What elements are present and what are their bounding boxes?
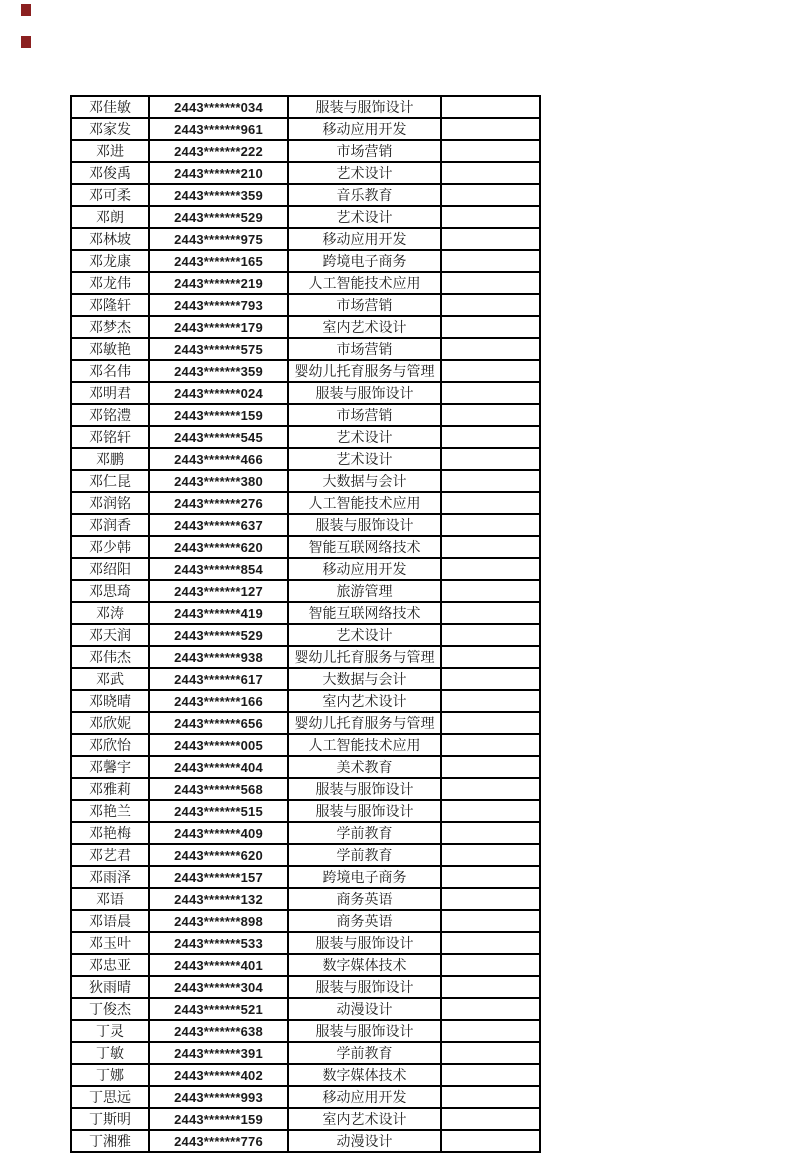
major-cell: 学前教育: [288, 822, 441, 844]
exam-number-cell: 2443*******620: [149, 844, 288, 866]
exam-number-cell: 2443*******219: [149, 272, 288, 294]
major-cell: 室内艺术设计: [288, 690, 441, 712]
major-cell: 美术教育: [288, 756, 441, 778]
empty-cell: [441, 690, 540, 712]
empty-cell: [441, 734, 540, 756]
major-cell: 人工智能技术应用: [288, 492, 441, 514]
exam-number-cell: 2443*******024: [149, 382, 288, 404]
empty-cell: [441, 470, 540, 492]
student-name-cell: 邓名伟: [71, 360, 149, 382]
exam-number-cell: 2443*******166: [149, 690, 288, 712]
major-cell: 艺术设计: [288, 426, 441, 448]
exam-number-cell: 2443*******159: [149, 404, 288, 426]
exam-number-cell: 2443*******157: [149, 866, 288, 888]
empty-cell: [441, 1130, 540, 1152]
exam-number-cell: 2443*******419: [149, 602, 288, 624]
table-row: [71, 272, 540, 294]
exam-number-cell: 2443*******222: [149, 140, 288, 162]
exam-number-cell: 2443*******521: [149, 998, 288, 1020]
major-cell: 智能互联网络技术: [288, 536, 441, 558]
exam-number-cell: 2443*******776: [149, 1130, 288, 1152]
exam-number-cell: 2443*******159: [149, 1108, 288, 1130]
major-cell: 人工智能技术应用: [288, 734, 441, 756]
empty-cell: [441, 382, 540, 404]
student-name-cell: 邓艺君: [71, 844, 149, 866]
major-cell: 动漫设计: [288, 998, 441, 1020]
table-row: [71, 536, 540, 558]
table-row: [71, 690, 540, 712]
exam-number-cell: 2443*******961: [149, 118, 288, 140]
exam-number-cell: 2443*******359: [149, 184, 288, 206]
table-row: [71, 822, 540, 844]
major-cell: 艺术设计: [288, 624, 441, 646]
major-cell: 艺术设计: [288, 448, 441, 470]
exam-number-cell: 2443*******638: [149, 1020, 288, 1042]
table-row: [71, 932, 540, 954]
table-row: [71, 118, 540, 140]
student-name-cell: 邓佳敏: [71, 96, 149, 118]
table-row: [71, 184, 540, 206]
major-cell: 动漫设计: [288, 1130, 441, 1152]
table-row: [71, 448, 540, 470]
table-row: [71, 96, 540, 118]
exam-number-cell: 2443*******575: [149, 338, 288, 360]
student-name-cell: 邓隆轩: [71, 294, 149, 316]
empty-cell: [441, 316, 540, 338]
major-cell: 大数据与会计: [288, 668, 441, 690]
exam-number-cell: 2443*******466: [149, 448, 288, 470]
empty-cell: [441, 756, 540, 778]
exam-number-cell: 2443*******854: [149, 558, 288, 580]
exam-number-cell: 2443*******529: [149, 624, 288, 646]
table-row: [71, 844, 540, 866]
student-name-cell: 邓雨泽: [71, 866, 149, 888]
empty-cell: [441, 778, 540, 800]
exam-number-cell: 2443*******529: [149, 206, 288, 228]
exam-number-cell: 2443*******402: [149, 1064, 288, 1086]
exam-number-cell: 2443*******276: [149, 492, 288, 514]
exam-number-cell: 2443*******127: [149, 580, 288, 602]
exam-number-cell: 2443*******179: [149, 316, 288, 338]
table-row: [71, 338, 540, 360]
table-row: [71, 514, 540, 536]
empty-cell: [441, 558, 540, 580]
table-row: [71, 778, 540, 800]
student-name-cell: 邓仁昆: [71, 470, 149, 492]
empty-cell: [441, 1042, 540, 1064]
exam-number-cell: 2443*******210: [149, 162, 288, 184]
empty-cell: [441, 426, 540, 448]
major-cell: 市场营销: [288, 140, 441, 162]
major-cell: 服装与服饰设计: [288, 778, 441, 800]
empty-cell: [441, 1020, 540, 1042]
major-cell: 服装与服饰设计: [288, 800, 441, 822]
empty-cell: [441, 228, 540, 250]
major-cell: 人工智能技术应用: [288, 272, 441, 294]
student-name-cell: 邓鹏: [71, 448, 149, 470]
exam-number-cell: 2443*******975: [149, 228, 288, 250]
major-cell: 智能互联网络技术: [288, 602, 441, 624]
table-row: [71, 866, 540, 888]
empty-cell: [441, 1086, 540, 1108]
student-name-cell: 邓润香: [71, 514, 149, 536]
student-name-cell: 邓欣怡: [71, 734, 149, 756]
exam-number-cell: 2443*******898: [149, 910, 288, 932]
empty-cell: [441, 976, 540, 998]
empty-cell: [441, 646, 540, 668]
major-cell: 数字媒体技术: [288, 954, 441, 976]
major-cell: 移动应用开发: [288, 1086, 441, 1108]
table-row: [71, 888, 540, 910]
exam-number-cell: 2443*******568: [149, 778, 288, 800]
student-name-cell: 邓涛: [71, 602, 149, 624]
student-name-cell: 邓俊禹: [71, 162, 149, 184]
empty-cell: [441, 448, 540, 470]
exam-number-cell: 2443*******620: [149, 536, 288, 558]
empty-cell: [441, 404, 540, 426]
table-row: [71, 404, 540, 426]
exam-number-cell: 2443*******404: [149, 756, 288, 778]
table-row: [71, 140, 540, 162]
exam-number-cell: 2443*******938: [149, 646, 288, 668]
table-row: [71, 470, 540, 492]
table-row: [71, 580, 540, 602]
major-cell: 音乐教育: [288, 184, 441, 206]
table-row: [71, 602, 540, 624]
table-row: [71, 734, 540, 756]
exam-number-cell: 2443*******545: [149, 426, 288, 448]
empty-cell: [441, 272, 540, 294]
page-corner-mark-icon: [21, 36, 31, 48]
exam-number-cell: 2443*******401: [149, 954, 288, 976]
student-name-cell: 丁俊杰: [71, 998, 149, 1020]
major-cell: 服装与服饰设计: [288, 96, 441, 118]
major-cell: 服装与服饰设计: [288, 382, 441, 404]
student-name-cell: 邓语: [71, 888, 149, 910]
student-name-cell: 邓龙康: [71, 250, 149, 272]
major-cell: 大数据与会计: [288, 470, 441, 492]
major-cell: 服装与服饰设计: [288, 932, 441, 954]
empty-cell: [441, 492, 540, 514]
empty-cell: [441, 580, 540, 602]
student-name-cell: 邓绍阳: [71, 558, 149, 580]
table-row: [71, 800, 540, 822]
table-row: [71, 954, 540, 976]
student-name-cell: 邓艳梅: [71, 822, 149, 844]
table-row: [71, 316, 540, 338]
empty-cell: [441, 866, 540, 888]
major-cell: 室内艺术设计: [288, 316, 441, 338]
table-row: [71, 1108, 540, 1130]
table-row: [71, 250, 540, 272]
table-row: [71, 1064, 540, 1086]
empty-cell: [441, 140, 540, 162]
major-cell: 婴幼儿托育服务与管理: [288, 712, 441, 734]
student-name-cell: 狄雨晴: [71, 976, 149, 998]
table-row: [71, 976, 540, 998]
student-name-cell: 邓忠亚: [71, 954, 149, 976]
table-row: [71, 1086, 540, 1108]
table-row: [71, 294, 540, 316]
major-cell: 服装与服饰设计: [288, 976, 441, 998]
table-row: [71, 1042, 540, 1064]
table-row: [71, 162, 540, 184]
student-name-cell: 邓家发: [71, 118, 149, 140]
empty-cell: [441, 162, 540, 184]
student-name-cell: 邓晓晴: [71, 690, 149, 712]
major-cell: 服装与服饰设计: [288, 514, 441, 536]
student-name-cell: 邓明君: [71, 382, 149, 404]
exam-number-cell: 2443*******656: [149, 712, 288, 734]
page-corner-mark-icon: [21, 4, 31, 16]
exam-number-cell: 2443*******637: [149, 514, 288, 536]
empty-cell: [441, 954, 540, 976]
empty-cell: [441, 514, 540, 536]
empty-cell: [441, 998, 540, 1020]
exam-number-cell: 2443*******409: [149, 822, 288, 844]
table-row: [71, 360, 540, 382]
major-cell: 学前教育: [288, 844, 441, 866]
empty-cell: [441, 712, 540, 734]
table-row: [71, 558, 540, 580]
table-row: [71, 646, 540, 668]
exam-number-cell: 2443*******793: [149, 294, 288, 316]
major-cell: 数字媒体技术: [288, 1064, 441, 1086]
empty-cell: [441, 888, 540, 910]
table-body: [71, 96, 540, 1152]
empty-cell: [441, 118, 540, 140]
student-name-cell: 邓馨宇: [71, 756, 149, 778]
major-cell: 学前教育: [288, 1042, 441, 1064]
student-name-cell: 邓润铭: [71, 492, 149, 514]
exam-number-cell: 2443*******034: [149, 96, 288, 118]
table-row: [71, 382, 540, 404]
student-name-cell: 邓艳兰: [71, 800, 149, 822]
empty-cell: [441, 668, 540, 690]
major-cell: 市场营销: [288, 338, 441, 360]
exam-number-cell: 2443*******005: [149, 734, 288, 756]
exam-number-cell: 2443*******304: [149, 976, 288, 998]
student-name-cell: 邓武: [71, 668, 149, 690]
student-name-cell: 丁灵: [71, 1020, 149, 1042]
empty-cell: [441, 1064, 540, 1086]
exam-number-cell: 2443*******391: [149, 1042, 288, 1064]
major-cell: 移动应用开发: [288, 118, 441, 140]
student-name-cell: 邓朗: [71, 206, 149, 228]
major-cell: 婴幼儿托育服务与管理: [288, 646, 441, 668]
student-name-cell: 丁湘雅: [71, 1130, 149, 1152]
major-cell: 婴幼儿托育服务与管理: [288, 360, 441, 382]
exam-number-cell: 2443*******533: [149, 932, 288, 954]
table-row: [71, 624, 540, 646]
student-name-cell: 邓梦杰: [71, 316, 149, 338]
student-name-cell: 邓敏艳: [71, 338, 149, 360]
table-row: [71, 492, 540, 514]
empty-cell: [441, 206, 540, 228]
student-name-cell: 邓进: [71, 140, 149, 162]
empty-cell: [441, 338, 540, 360]
student-name-cell: 邓语晨: [71, 910, 149, 932]
major-cell: 服装与服饰设计: [288, 1020, 441, 1042]
major-cell: 移动应用开发: [288, 558, 441, 580]
student-name-cell: 邓少韩: [71, 536, 149, 558]
empty-cell: [441, 360, 540, 382]
major-cell: 移动应用开发: [288, 228, 441, 250]
student-name-cell: 丁敏: [71, 1042, 149, 1064]
empty-cell: [441, 536, 540, 558]
major-cell: 商务英语: [288, 888, 441, 910]
table-row: [71, 668, 540, 690]
student-name-cell: 邓雅莉: [71, 778, 149, 800]
table-row: [71, 426, 540, 448]
table-row: [71, 756, 540, 778]
empty-cell: [441, 910, 540, 932]
table-row: [71, 910, 540, 932]
table-row: [71, 206, 540, 228]
student-name-cell: 邓欣妮: [71, 712, 149, 734]
student-name-cell: 邓天润: [71, 624, 149, 646]
student-major-table: [70, 95, 541, 1153]
major-cell: 市场营销: [288, 404, 441, 426]
student-name-cell: 邓伟杰: [71, 646, 149, 668]
exam-number-cell: 2443*******380: [149, 470, 288, 492]
student-name-cell: 邓铭轩: [71, 426, 149, 448]
major-cell: 商务英语: [288, 910, 441, 932]
table-row: [71, 1130, 540, 1152]
exam-number-cell: 2443*******132: [149, 888, 288, 910]
major-cell: 艺术设计: [288, 162, 441, 184]
student-name-cell: 邓林坡: [71, 228, 149, 250]
empty-cell: [441, 184, 540, 206]
table-row: [71, 712, 540, 734]
student-name-cell: 丁斯明: [71, 1108, 149, 1130]
exam-number-cell: 2443*******165: [149, 250, 288, 272]
major-cell: 艺术设计: [288, 206, 441, 228]
student-name-cell: 邓玉叶: [71, 932, 149, 954]
major-cell: 跨境电子商务: [288, 250, 441, 272]
empty-cell: [441, 602, 540, 624]
student-name-cell: 邓可柔: [71, 184, 149, 206]
empty-cell: [441, 932, 540, 954]
empty-cell: [441, 822, 540, 844]
empty-cell: [441, 844, 540, 866]
major-cell: 市场营销: [288, 294, 441, 316]
empty-cell: [441, 96, 540, 118]
exam-number-cell: 2443*******617: [149, 668, 288, 690]
exam-number-cell: 2443*******993: [149, 1086, 288, 1108]
empty-cell: [441, 294, 540, 316]
empty-cell: [441, 800, 540, 822]
major-cell: 室内艺术设计: [288, 1108, 441, 1130]
student-name-cell: 邓铭澧: [71, 404, 149, 426]
table-row: [71, 998, 540, 1020]
major-cell: 旅游管理: [288, 580, 441, 602]
table-row: [71, 1020, 540, 1042]
major-cell: 跨境电子商务: [288, 866, 441, 888]
exam-number-cell: 2443*******515: [149, 800, 288, 822]
empty-cell: [441, 624, 540, 646]
empty-cell: [441, 250, 540, 272]
table-row: [71, 228, 540, 250]
empty-cell: [441, 1108, 540, 1130]
student-name-cell: 邓思琦: [71, 580, 149, 602]
student-name-cell: 邓龙伟: [71, 272, 149, 294]
exam-number-cell: 2443*******359: [149, 360, 288, 382]
student-name-cell: 丁娜: [71, 1064, 149, 1086]
student-name-cell: 丁思远: [71, 1086, 149, 1108]
